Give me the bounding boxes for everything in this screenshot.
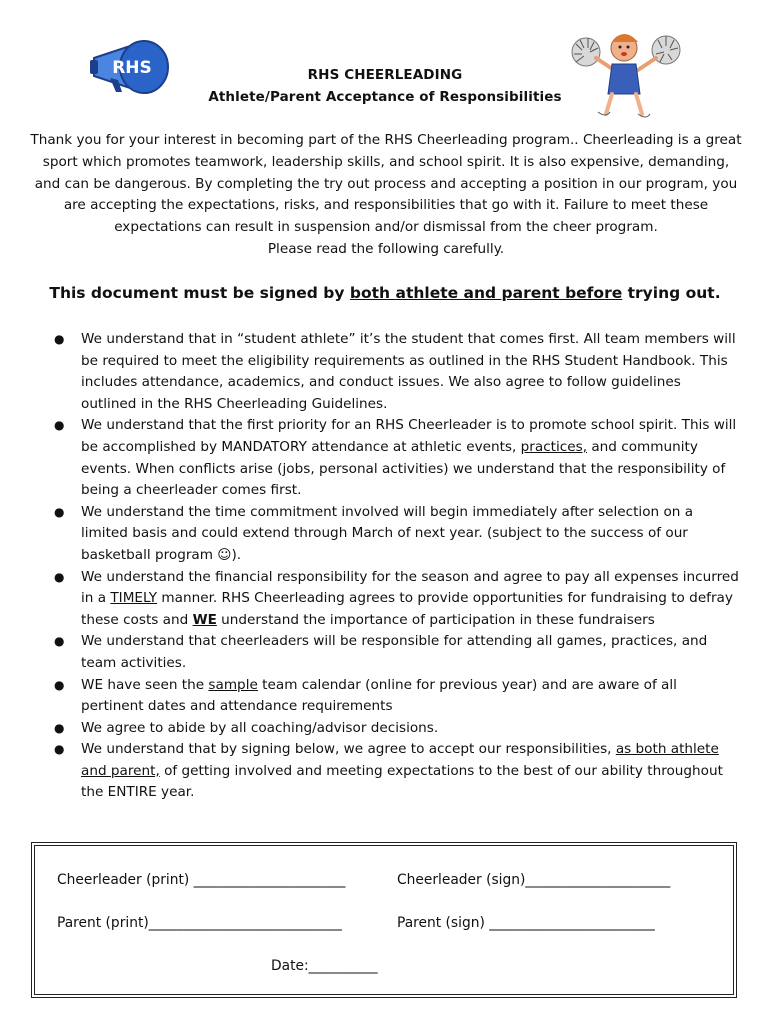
responsibility-list xyxy=(50,329,740,804)
intro-block xyxy=(30,130,742,261)
list-item: ● WE have seen the sample team calendar (online for previous year) and are aware of all pertinent dates and attendance requirements xyxy=(54,676,677,715)
bullet-icon: ● xyxy=(54,504,65,519)
intro-paragraph: Thank you for your interest in becoming part of the RHS Cheerleading program.. Cheerleading is a great sport which promotes teamwork, leadership skills, and school spirit. It is also expensive, demanding, and can be dangerous. By completing the try out process and accepting a position in our program, you are accepting the expectations, risks, and responsibilities that go with it. Failure to meet these expectations can result in suspension and/or dismissal from the cheer program. xyxy=(30,132,742,236)
read-note: Please read the following carefully. xyxy=(267,240,505,257)
signing-notice xyxy=(0,284,770,302)
list-item: ● We understand the time commitment involved will begin immediately after selection on a limited basis and could extend through March of next year. (subject to the success of our basketball program ☺). xyxy=(54,503,694,563)
list-item: ● We understand that by signing below, we agree to accept our responsibilities, as both athlete and parent, of getting involved and meeting expectations to the best of our ability throughout the ENTIRE year. xyxy=(54,741,723,801)
parent-print-field[interactable]: Parent (print)____________________________ xyxy=(57,915,342,931)
notice-underlined: both athlete and parent before xyxy=(349,284,623,302)
list-item: ● We understand that the first priority for an RHS Cheerleader is to promote school spirit. This will be accomplished by MANDATORY attendance at athletic events, practices, and community events. When conflicts arise (jobs, personal activities) we understand that the responsibility of being a cheerleader comes first. xyxy=(54,417,737,499)
parent-sign-field[interactable]: Parent (sign) ________________________ xyxy=(397,915,655,931)
document-subtitle: Athlete/Parent Acceptance of Responsibilities xyxy=(208,89,562,105)
bullet-icon: ● xyxy=(54,569,65,584)
notice-pre: This document must be signed by xyxy=(49,284,350,302)
list-item: ● We understand that in “student athlete” it’s the student that comes first. All team members will be required to meet the eligibility requirements as outlined in the RHS Student Handbook. This includes attendance, academics, and conduct issues. We also agree to follow guidelines outlined in the RHS Cheerleading Guidelines. xyxy=(54,331,736,412)
logo-text: RHS xyxy=(112,58,152,78)
cheerleader-sign-field[interactable]: Cheerleader (sign)_____________________ xyxy=(397,872,671,888)
notice-post: trying out. xyxy=(622,284,721,302)
bullet-icon: ● xyxy=(54,418,65,433)
bullet-icon: ● xyxy=(54,742,65,757)
document-title: RHS CHEERLEADING xyxy=(307,67,463,83)
cheerleader-print-field[interactable]: Cheerleader (print) ______________________ xyxy=(57,872,346,888)
bullet-icon: ● xyxy=(54,720,65,735)
list-item: ● We agree to abide by all coaching/advisor decisions. xyxy=(50,718,740,740)
date-field[interactable]: Date:__________ xyxy=(271,958,378,974)
bullet-icon: ● xyxy=(54,332,65,346)
bullet-icon: ● xyxy=(54,677,65,692)
list-item: ● We understand the financial responsibility for the season and agree to pay all expenses incurred in a TIMELY manner. RHS Cheerleading agrees to provide opportunities for fundraising to defray these costs and WE understand the importance of participation in these fundraisers xyxy=(54,568,739,628)
signature-box xyxy=(34,845,734,995)
bullet-icon: ● xyxy=(54,634,65,649)
list-item: ● We understand that cheerleaders will be responsible for attending all games, practices, and team activities. xyxy=(54,633,708,671)
